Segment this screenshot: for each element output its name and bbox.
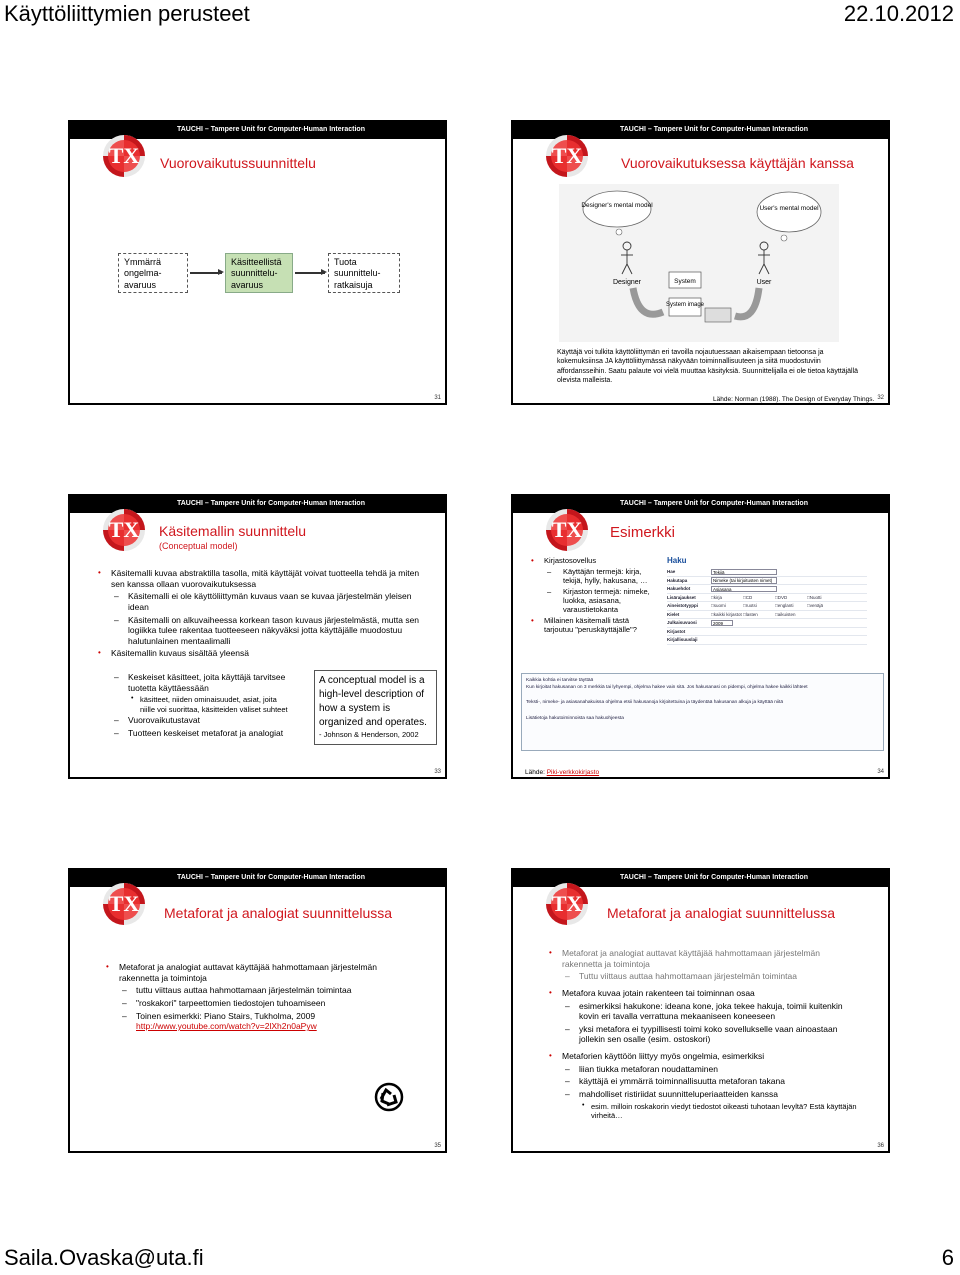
sub-bullet: – Kirjaston termejä: nimeke, luokka, asiasana, varaustietokanta (531, 587, 659, 614)
designer-thought-cloud (583, 191, 651, 227)
slide-31 (68, 120, 447, 405)
slide-number: 32 (877, 395, 884, 401)
flow-arrow (295, 272, 325, 274)
document-date: 22.10.2012 (843, 1, 954, 26)
sub-bullet: – esimerkiksi hakukone: ideana kone, joka tekee hakuja, toimii kuitenkin kovin eri tavalla verrattuna mekaaniseen koneeseen (549, 1001, 859, 1022)
computer-icon (705, 308, 731, 322)
tauchi-logo (545, 508, 589, 552)
sub-bullet: – mahdolliset ristiriidat suunnitteluperiaatteiden kanssa (549, 1089, 859, 1100)
flow-arrow (190, 272, 222, 274)
bullet: • Käsitemalli kuvaa abstraktilla tasolla, mitä käyttäjät voivat tuotteella tehdä ja miten sen kanssa ollaan vuorovaikutuksessa (98, 568, 430, 589)
sub-bullet: – "roskakori" tarpeettomien tiedostojen tuhoamiseen (106, 998, 406, 1009)
slide-32 (511, 120, 890, 405)
sub-bullet: – Tuotteen keskeiset metaforat ja analogiat (98, 728, 288, 739)
tauchi-logo (102, 134, 146, 178)
slide-subtitle: (Conceptual model) (159, 541, 238, 551)
flow-box-solutions: Tuota suunnittelu-ratkaisuja (328, 253, 400, 293)
norman-model-figure (559, 184, 839, 342)
haku-checkbox-option[interactable]: □CD (743, 594, 753, 600)
bullet: • Metaforien käyttöön liittyy myös ongelmia, esimerkiksi (549, 1051, 859, 1062)
haku-checkbox-option[interactable]: □Nuotti (807, 594, 822, 600)
document-title: Käyttöliittymien perusteet (4, 1, 250, 26)
slide-title: Vuorovaikutussuunnittelu (160, 155, 316, 171)
designer-label: Designer (612, 279, 642, 286)
library-search-form (667, 556, 867, 668)
header-text: TAUCHI – Tampere Unit for Computer-Human Interaction (177, 126, 365, 133)
haku-title: Haku (667, 556, 687, 565)
slide-body (98, 568, 430, 661)
sub-bullet: – Vuorovaikutustavat (98, 715, 288, 726)
haku-row (667, 602, 867, 611)
haku-row-label: Kirjallisuuslaji (667, 637, 698, 642)
slide-title: Esimerkki (610, 524, 676, 541)
haku-year-field[interactable]: 2009 (711, 620, 733, 627)
flow-box-problem-space: Ymmärrä ongelma-avaruus (118, 253, 188, 293)
slide-number: 31 (434, 395, 441, 401)
haku-checkbox-option[interactable]: □lasten (743, 611, 758, 617)
bullet: • Käsitemallin kuvaus sisältää yleensä (98, 648, 430, 659)
sub-bullet (106, 1011, 406, 1032)
slide-number: 34 (877, 769, 884, 775)
haku-checkbox-option[interactable]: □aikuisten (775, 611, 796, 617)
slide-33 (68, 494, 447, 779)
haku-checkbox-option[interactable]: □suomi (711, 603, 726, 608)
bullet: • Metaforat ja analogiat auttavat käyttäjää hahmottamaan järjestelmän rakennetta ja toimintoja (549, 948, 859, 969)
header-text: TAUCHI – Tampere Unit for Computer-Human Interaction (177, 500, 365, 507)
slide-body (106, 962, 406, 1034)
slide-number: 36 (877, 1143, 884, 1149)
slide-34 (511, 494, 890, 779)
haku-row-label: Aineistotyyppi (667, 603, 699, 608)
bullet: • Metaforat ja analogiat auttavat käyttäjää hahmottamaan järjestelmän rakennetta ja toimintoja (106, 962, 406, 983)
header-text: TAUCHI – Tampere Unit for Computer-Human Interaction (620, 126, 808, 133)
slide-36 (511, 868, 890, 1153)
author-email: Saila.Ovaska@uta.fi (4, 1245, 204, 1270)
haku-row (667, 611, 867, 620)
haku-checkbox-option[interactable]: □englanti (775, 603, 794, 608)
system-label: System (674, 278, 696, 285)
recycle-icon (372, 1080, 406, 1114)
source-text: Lähde: Norman (1988). The Design of Everyday Things. (713, 396, 875, 403)
slide-title: Käsitemallin suunnittelu (159, 523, 307, 539)
sub-sub-bullet: • esim. milloin roskakorin viedyt tiedostot oikeasti tuhotaan levyltä? Estä käyttäjän virheitä… (549, 1102, 859, 1121)
haku-checkbox-option[interactable]: □kirja (711, 594, 722, 600)
haku-row (667, 594, 867, 603)
slide-35 (68, 868, 447, 1153)
haku-row-label: Kielet (667, 611, 680, 617)
haku-checkbox-option[interactable]: □kaikki kirjastot (711, 611, 742, 617)
source-prefix: Lähde: (525, 769, 547, 776)
bullet: • Millainen käsitemalli tästä tarjoutuu "peruskäyttäjälle"? (531, 616, 659, 634)
sub-bullet: – yksi metafora ei tyypillisesti toimi koko sovellukselle vaan ainoastaan jollekin sen osalle (esim. ostoskori) (549, 1024, 859, 1045)
haku-row (667, 619, 867, 628)
haku-checkbox-option[interactable]: □ruotsi (743, 603, 757, 608)
note-line: Kaikkia kohtia ei tarvitse täyttää (526, 678, 594, 683)
tauchi-logo (102, 508, 146, 552)
haku-row (667, 568, 867, 577)
slide-number: 35 (434, 1143, 441, 1149)
haku-row-label: Hae (667, 569, 676, 574)
haku-row-label: Hakutapa (667, 577, 688, 583)
slide-body-contents (98, 672, 288, 740)
haku-row-label: Hakuehdot (667, 586, 691, 591)
slide-title: Metaforat ja analogiat suunnittelussa (164, 905, 393, 921)
note-line: Kun kirjoitat hakusanan on 3 merkkiä tai lyhyempi, ohjelma hakee vain sitä. Jos hakusanasi on pidempi, ohjelma hakee kaikki lähteet (526, 685, 808, 691)
user-label: User (756, 279, 772, 286)
quote-box (314, 670, 437, 745)
sub-bullet: – Käyttäjän termejä: kirja, tekijä, hylly, hakusana, … (531, 567, 659, 585)
users-model-label: User's mental model (759, 205, 819, 212)
slide-title: Metaforat ja analogiat suunnittelussa (607, 905, 836, 921)
page-header (0, 0, 960, 30)
youtube-link[interactable]: http://www.youtube.com/watch?v=2lXh2n0aPyw (136, 1021, 317, 1032)
designers-model-label: Designer's mental model (581, 202, 653, 209)
quote-source: - Johnson & Henderson, 2002 (319, 730, 419, 739)
slide-body (531, 556, 659, 636)
tauchi-logo (545, 134, 589, 178)
haku-row (667, 636, 867, 645)
haku-checkbox-option[interactable]: □venäjä (807, 603, 823, 608)
slide-caption: Käyttäjä voi tulkita käyttöliittymän eri tavoilla nojautuessaan aikaisempaan tietoonsa ja kokemuksiinsa JA käyttöliittymässä näkyvään toiminnallisuuteen ja siitä muodostuviin affordansseihin. Saatu palaute voi vielä muuttaa käsityksiä. Suunnittelijalla ei ole tietoa käyttäjällä olevista malleista. (557, 349, 859, 385)
source-text (525, 769, 599, 776)
sub-bullet: – Käsitemalli on alkuvaiheessa korkean tason kuvaus järjestelmästä, mutta sen logiikka tulee rakentaa tuotteeseen näkyväksi jotta käyttäjälle muodostuu halutunlainen mentaalimalli (98, 615, 430, 647)
slide-body (549, 948, 859, 1121)
haku-row (667, 585, 867, 594)
header-text: TAUCHI – Tampere Unit for Computer-Human Interaction (620, 874, 808, 881)
quote-text: A conceptual model is a high-level description of how a system is organized and operates. (319, 675, 427, 728)
sub-sub-bullet: • käsitteet, niiden ominaisuudet, asiat, joita niille voi suorittaa, käsitteiden väliset suhteet (98, 695, 288, 714)
piano-stairs-text: Toinen esimerkki: Piano Stairs, Tukholma, 2009 (136, 1010, 316, 1021)
user-thought-cloud (757, 192, 821, 232)
sub-bullet: – Käsitemalli ei ole käyttöliittymän kuvaus vaan se kuvaa järjestelmän yleisen idean (98, 591, 430, 612)
slide-number: 33 (434, 769, 441, 775)
note-line: Teksti-, nimeke- ja asiasanahakuissa ohjelma etsii hakusanoja kirjoitettuina ja täydentää hakusanan alkuja ja käyttää niitä (526, 700, 784, 706)
note-line: Lisätietoja hakutoiminnoista saa hakuohjeesta (526, 715, 624, 721)
haku-row (667, 577, 867, 586)
source-link[interactable]: Piki-verkkokirjasto (546, 769, 600, 776)
slide-title: Vuorovaikutuksessa käyttäjän kanssa (621, 155, 854, 171)
page-number: 6 (941, 1245, 954, 1270)
haku-row-label: Lisärajaukset (667, 594, 696, 600)
haku-checkbox-option[interactable]: □DVD (775, 594, 788, 600)
search-notes-box (521, 673, 884, 751)
sub-bullet: – liian tiukka metaforan noudattaminen (549, 1064, 859, 1075)
tauchi-logo (545, 882, 589, 926)
page-footer (0, 1245, 960, 1275)
sub-bullet: – Tuttu viittaus auttaa hahmottamaan järjestelmän toimintaa (549, 971, 859, 982)
sub-bullet: – käyttäjä ei ymmärrä toiminnallisuutta metaforan takana (549, 1076, 859, 1087)
haku-select-field[interactable]: Tekijä (711, 569, 777, 576)
haku-select-field[interactable]: Nimeke (tai kirjoitusten nimet) (711, 577, 777, 584)
flow-box-design-space: Käsitteellistä suunnittelu-avaruus (225, 253, 293, 293)
header-text: TAUCHI – Tampere Unit for Computer-Human Interaction (177, 874, 365, 881)
tauchi-logo (102, 882, 146, 926)
haku-select-field[interactable]: Asiasana (711, 586, 777, 593)
haku-row-label: Julkaisuvuosi (667, 620, 697, 625)
haku-row (667, 628, 867, 637)
bullet: • Metafora kuvaa jotain rakenteen tai toiminnan osaa (549, 988, 859, 999)
sub-bullet: – Keskeiset käsitteet, joita käyttäjä tarvitsee tuotetta käyttäessään (98, 672, 288, 693)
bullet: • Kirjastosovellus (531, 556, 659, 565)
header-text: TAUCHI – Tampere Unit for Computer-Human Interaction (620, 500, 808, 507)
sub-bullet: – tuttu viittaus auttaa hahmottamaan järjestelmän toimintaa (106, 985, 406, 996)
haku-row-label: Kirjastot (667, 628, 686, 634)
system-image-label: System image (665, 302, 705, 308)
